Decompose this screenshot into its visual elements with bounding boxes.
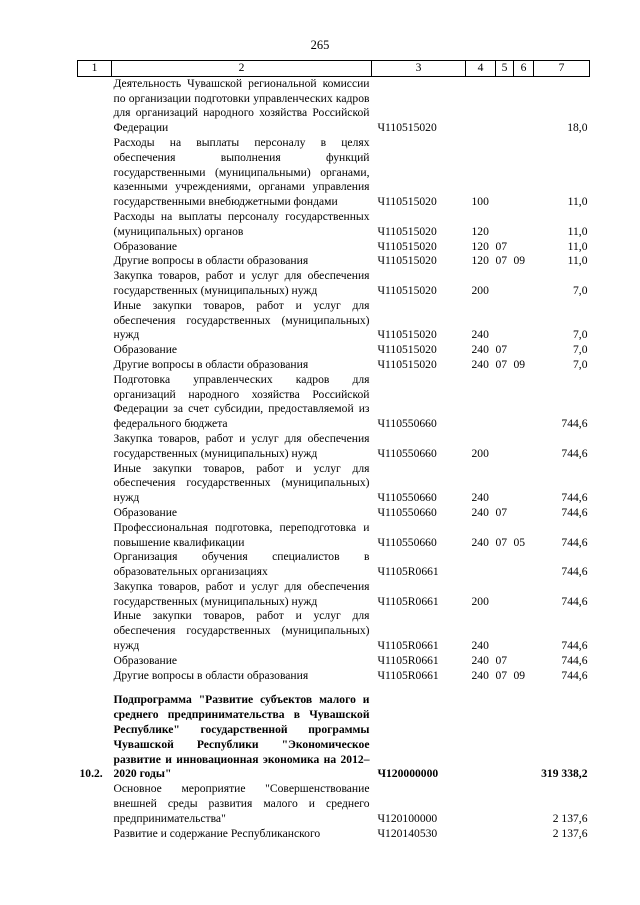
row-section xyxy=(496,609,514,653)
row-description: Организация обучения специалистов в образовательных организациях xyxy=(113,550,370,579)
row-section xyxy=(496,432,514,462)
row-description: Иные закупки товаров, работ и услуг для обеспечения государственных (муниципальных) нужд xyxy=(113,298,370,342)
header-col-7: 7 xyxy=(534,61,590,77)
row-number xyxy=(78,269,112,299)
row-subsection xyxy=(514,76,534,136)
row-target-code: Ч1105R0661 xyxy=(377,594,439,608)
row-amount: 11,0 xyxy=(567,195,588,209)
row-expense-type: 120 xyxy=(471,239,489,253)
row-description: Образование xyxy=(113,239,178,253)
row-subsection xyxy=(514,550,534,580)
table-row xyxy=(78,506,590,521)
row-subsection xyxy=(514,373,534,432)
row-expense-type: 240 xyxy=(471,343,489,357)
row-target-code: Ч110550660 xyxy=(377,446,437,460)
spacer-row xyxy=(78,683,590,693)
row-subsection xyxy=(514,299,534,343)
row-section: 07 xyxy=(495,505,508,519)
row-description: Другие вопросы в области образования xyxy=(113,668,309,682)
row-expense-type: 100 xyxy=(471,195,489,209)
row-amount: 744,6 xyxy=(561,594,588,608)
row-section xyxy=(496,299,514,343)
header-col-5: 5 xyxy=(496,61,514,77)
row-section xyxy=(496,269,514,299)
row-section: 07 xyxy=(495,343,508,357)
row-amount: 2 137,6 xyxy=(552,826,588,840)
row-amount: 11,0 xyxy=(567,239,588,253)
row-number xyxy=(78,462,112,506)
header-col-1: 1 xyxy=(78,61,112,77)
row-description: Закупка товаров, работ и услуг для обеспечения государственных (муниципальных) нужд xyxy=(113,269,370,297)
row-target-code: Ч1105R0661 xyxy=(377,639,439,653)
row-target-code: Ч110515020 xyxy=(377,343,437,357)
row-target-code: Ч110550660 xyxy=(377,535,437,549)
row-description: Расходы на выплаты персоналу государственных (муниципальных) органов xyxy=(113,209,370,238)
row-number xyxy=(78,432,112,462)
row-number xyxy=(78,210,112,240)
row-amount: 744,6 xyxy=(561,446,588,460)
row-section xyxy=(496,76,514,136)
row-subsection xyxy=(514,136,534,210)
row-number xyxy=(78,550,112,580)
row-number xyxy=(78,782,112,826)
row-target-code: Ч110515020 xyxy=(377,239,437,253)
row-section xyxy=(496,373,514,432)
row-section: 07 xyxy=(495,535,508,549)
table-row xyxy=(78,693,590,782)
row-subsection xyxy=(514,654,534,669)
row-number xyxy=(78,343,112,358)
row-description: Закупка товаров, работ и услуг для обеспечения государственных (муниципальных) нужд xyxy=(113,431,370,460)
row-number xyxy=(78,240,112,255)
row-description: Другие вопросы в области образования xyxy=(113,357,309,371)
row-expense-type: 240 xyxy=(471,668,489,682)
row-expense-type: 240 xyxy=(471,653,489,667)
table-row xyxy=(78,76,590,136)
row-description: Образование xyxy=(113,343,178,357)
row-amount: 319 338,2 xyxy=(541,767,588,781)
row-subsection xyxy=(514,432,534,462)
row-description: Образование xyxy=(113,653,178,667)
row-number xyxy=(78,76,112,136)
row-expense-type xyxy=(466,550,496,580)
row-expense-type xyxy=(466,693,496,782)
row-subsection xyxy=(514,240,534,255)
row-expense-type: 240 xyxy=(471,328,489,342)
row-subsection xyxy=(514,782,534,826)
row-description: Профессиональная подготовка, переподготовка и повышение квалификации xyxy=(113,520,370,549)
row-description: Подпрограмма "Развитие субъектов малого и среднего предпринимательства в Чувашской Республике" государственной программы Чувашской Республики "Экономическое развитие и инновационная экономика на 2012–2020 годы" xyxy=(113,693,370,781)
table-row xyxy=(78,269,590,299)
row-expense-type: 240 xyxy=(471,505,489,519)
row-description: Расходы на выплаты персоналу в целях обеспечения выполнения функций государственными (муниципальными) органами, казенными учреждениями, органами управления государственными внебюджетными фондами xyxy=(113,135,370,209)
row-subsection: 09 xyxy=(513,254,526,268)
row-subsection xyxy=(514,827,534,842)
row-description: Деятельность Чувашской региональной комиссии по организации подготовки управленческих кадров для организаций народного хозяйства Российской Федерации xyxy=(113,76,370,135)
row-description: Иные закупки товаров, работ и услуг для обеспечения государственных (муниципальных) нужд xyxy=(113,461,370,505)
row-target-code: Ч120140530 xyxy=(377,826,438,840)
row-section xyxy=(496,210,514,240)
row-target-code: Ч110550660 xyxy=(377,491,437,505)
row-target-code: Ч1105R0661 xyxy=(377,653,439,667)
row-description: Иные закупки товаров, работ и услуг для обеспечения государственных (муниципальных) нужд xyxy=(113,609,370,653)
page-number: 265 xyxy=(310,38,330,52)
table-header-row xyxy=(78,61,590,77)
header-col-6: 6 xyxy=(514,61,534,77)
row-subsection: 09 xyxy=(513,668,526,682)
row-description: Подготовка управленческих кадров для организаций народного хозяйства Российской Федерации за счет субсидии, предоставляемой из федерального бюджета xyxy=(113,372,370,431)
row-expense-type: 120 xyxy=(471,224,489,238)
row-section xyxy=(496,827,514,842)
row-number xyxy=(78,358,112,373)
table-row xyxy=(78,609,590,653)
row-amount: 7,0 xyxy=(573,343,588,357)
row-expense-type: 200 xyxy=(471,446,489,460)
row-expense-type: 120 xyxy=(471,254,489,268)
table-row xyxy=(78,462,590,506)
row-description: Другие вопросы в области образования xyxy=(113,254,309,268)
row-number xyxy=(78,254,112,269)
header-col-4: 4 xyxy=(466,61,496,77)
row-number xyxy=(78,299,112,343)
row-expense-type xyxy=(466,76,496,136)
table-row xyxy=(78,299,590,343)
table-row xyxy=(78,521,590,551)
row-expense-type: 240 xyxy=(471,357,489,371)
table-row xyxy=(78,240,590,255)
row-description: Основное мероприятие "Совершенствование внешней среды развития малого и среднего предпринимательства" xyxy=(113,782,370,825)
row-number xyxy=(78,609,112,653)
row-number xyxy=(78,506,112,521)
row-section: 07 xyxy=(495,653,508,667)
row-amount: 744,6 xyxy=(561,417,588,431)
row-amount: 744,6 xyxy=(561,653,588,667)
row-target-code: Ч1105R0661 xyxy=(377,668,439,682)
row-expense-type: 240 xyxy=(471,491,489,505)
table-row xyxy=(78,550,590,580)
row-amount: 11,0 xyxy=(567,254,588,268)
table-row xyxy=(78,358,590,373)
row-subsection xyxy=(514,580,534,610)
table-row xyxy=(78,580,590,610)
row-target-code: Ч110515020 xyxy=(377,121,437,135)
row-amount: 744,6 xyxy=(561,668,588,682)
row-amount: 2 137,6 xyxy=(552,811,588,825)
row-section: 07 xyxy=(495,668,508,682)
row-subsection xyxy=(514,462,534,506)
row-expense-type: 240 xyxy=(471,535,489,549)
row-amount: 18,0 xyxy=(567,121,588,135)
row-subsection: 05 xyxy=(513,535,526,549)
row-target-code: Ч110550660 xyxy=(377,505,437,519)
budget-table xyxy=(77,60,590,841)
table-row xyxy=(78,782,590,826)
row-target-code: Ч120000000 xyxy=(377,767,439,781)
row-amount: 11,0 xyxy=(567,224,588,238)
row-subsection xyxy=(514,343,534,358)
row-target-code: Ч110515020 xyxy=(377,195,437,209)
row-subsection: 09 xyxy=(513,357,526,371)
row-amount: 7,0 xyxy=(573,283,588,297)
row-target-code: Ч110515020 xyxy=(377,283,437,297)
row-number xyxy=(78,654,112,669)
row-target-code: Ч120100000 xyxy=(377,811,438,825)
row-number xyxy=(78,669,112,684)
header-col-3: 3 xyxy=(372,61,466,77)
row-section xyxy=(496,550,514,580)
row-target-code: Ч110515020 xyxy=(377,357,437,371)
row-number xyxy=(78,580,112,610)
row-target-code: Ч1105R0661 xyxy=(377,565,439,579)
row-subsection xyxy=(514,210,534,240)
row-section xyxy=(496,782,514,826)
table-row xyxy=(78,654,590,669)
row-target-code: Ч110515020 xyxy=(377,328,437,342)
row-number xyxy=(78,827,112,842)
header-col-2: 2 xyxy=(112,61,372,77)
table-row xyxy=(78,343,590,358)
row-expense-type xyxy=(466,782,496,826)
row-number: 10.2. xyxy=(79,767,103,781)
row-amount: 744,6 xyxy=(561,505,588,519)
row-subsection xyxy=(514,269,534,299)
row-section: 07 xyxy=(495,357,508,371)
row-target-code: Ч110515020 xyxy=(377,224,437,238)
row-expense-type: 200 xyxy=(471,594,489,608)
row-expense-type: 240 xyxy=(471,639,489,653)
row-subsection xyxy=(514,609,534,653)
table-row xyxy=(78,432,590,462)
row-section: 07 xyxy=(495,239,508,253)
table-row xyxy=(78,669,590,684)
table-row xyxy=(78,827,590,842)
row-section xyxy=(496,136,514,210)
row-description: Закупка товаров, работ и услуг для обеспечения государственных (муниципальных) нужд xyxy=(113,579,370,608)
row-target-code: Ч110550660 xyxy=(377,417,437,431)
table-row xyxy=(78,254,590,269)
row-number xyxy=(78,136,112,210)
row-number xyxy=(78,521,112,551)
row-description: Образование xyxy=(113,505,178,519)
row-subsection xyxy=(514,506,534,521)
row-number xyxy=(78,373,112,432)
row-subsection xyxy=(514,693,534,782)
row-section xyxy=(496,580,514,610)
row-description: Развитие и содержание Республиканского xyxy=(113,826,321,840)
row-section xyxy=(496,462,514,506)
row-amount: 7,0 xyxy=(573,328,588,342)
row-target-code: Ч110515020 xyxy=(377,254,437,268)
row-expense-type xyxy=(466,827,496,842)
row-section: 07 xyxy=(495,254,508,268)
row-amount: 744,6 xyxy=(561,639,588,653)
row-amount: 744,6 xyxy=(561,565,588,579)
row-expense-type xyxy=(466,373,496,432)
row-expense-type: 200 xyxy=(471,283,489,297)
row-amount: 744,6 xyxy=(561,491,588,505)
table-row xyxy=(78,373,590,432)
row-section xyxy=(496,693,514,782)
row-amount: 7,0 xyxy=(573,357,588,371)
table-row xyxy=(78,210,590,240)
row-amount: 744,6 xyxy=(561,535,588,549)
table-row xyxy=(78,136,590,210)
